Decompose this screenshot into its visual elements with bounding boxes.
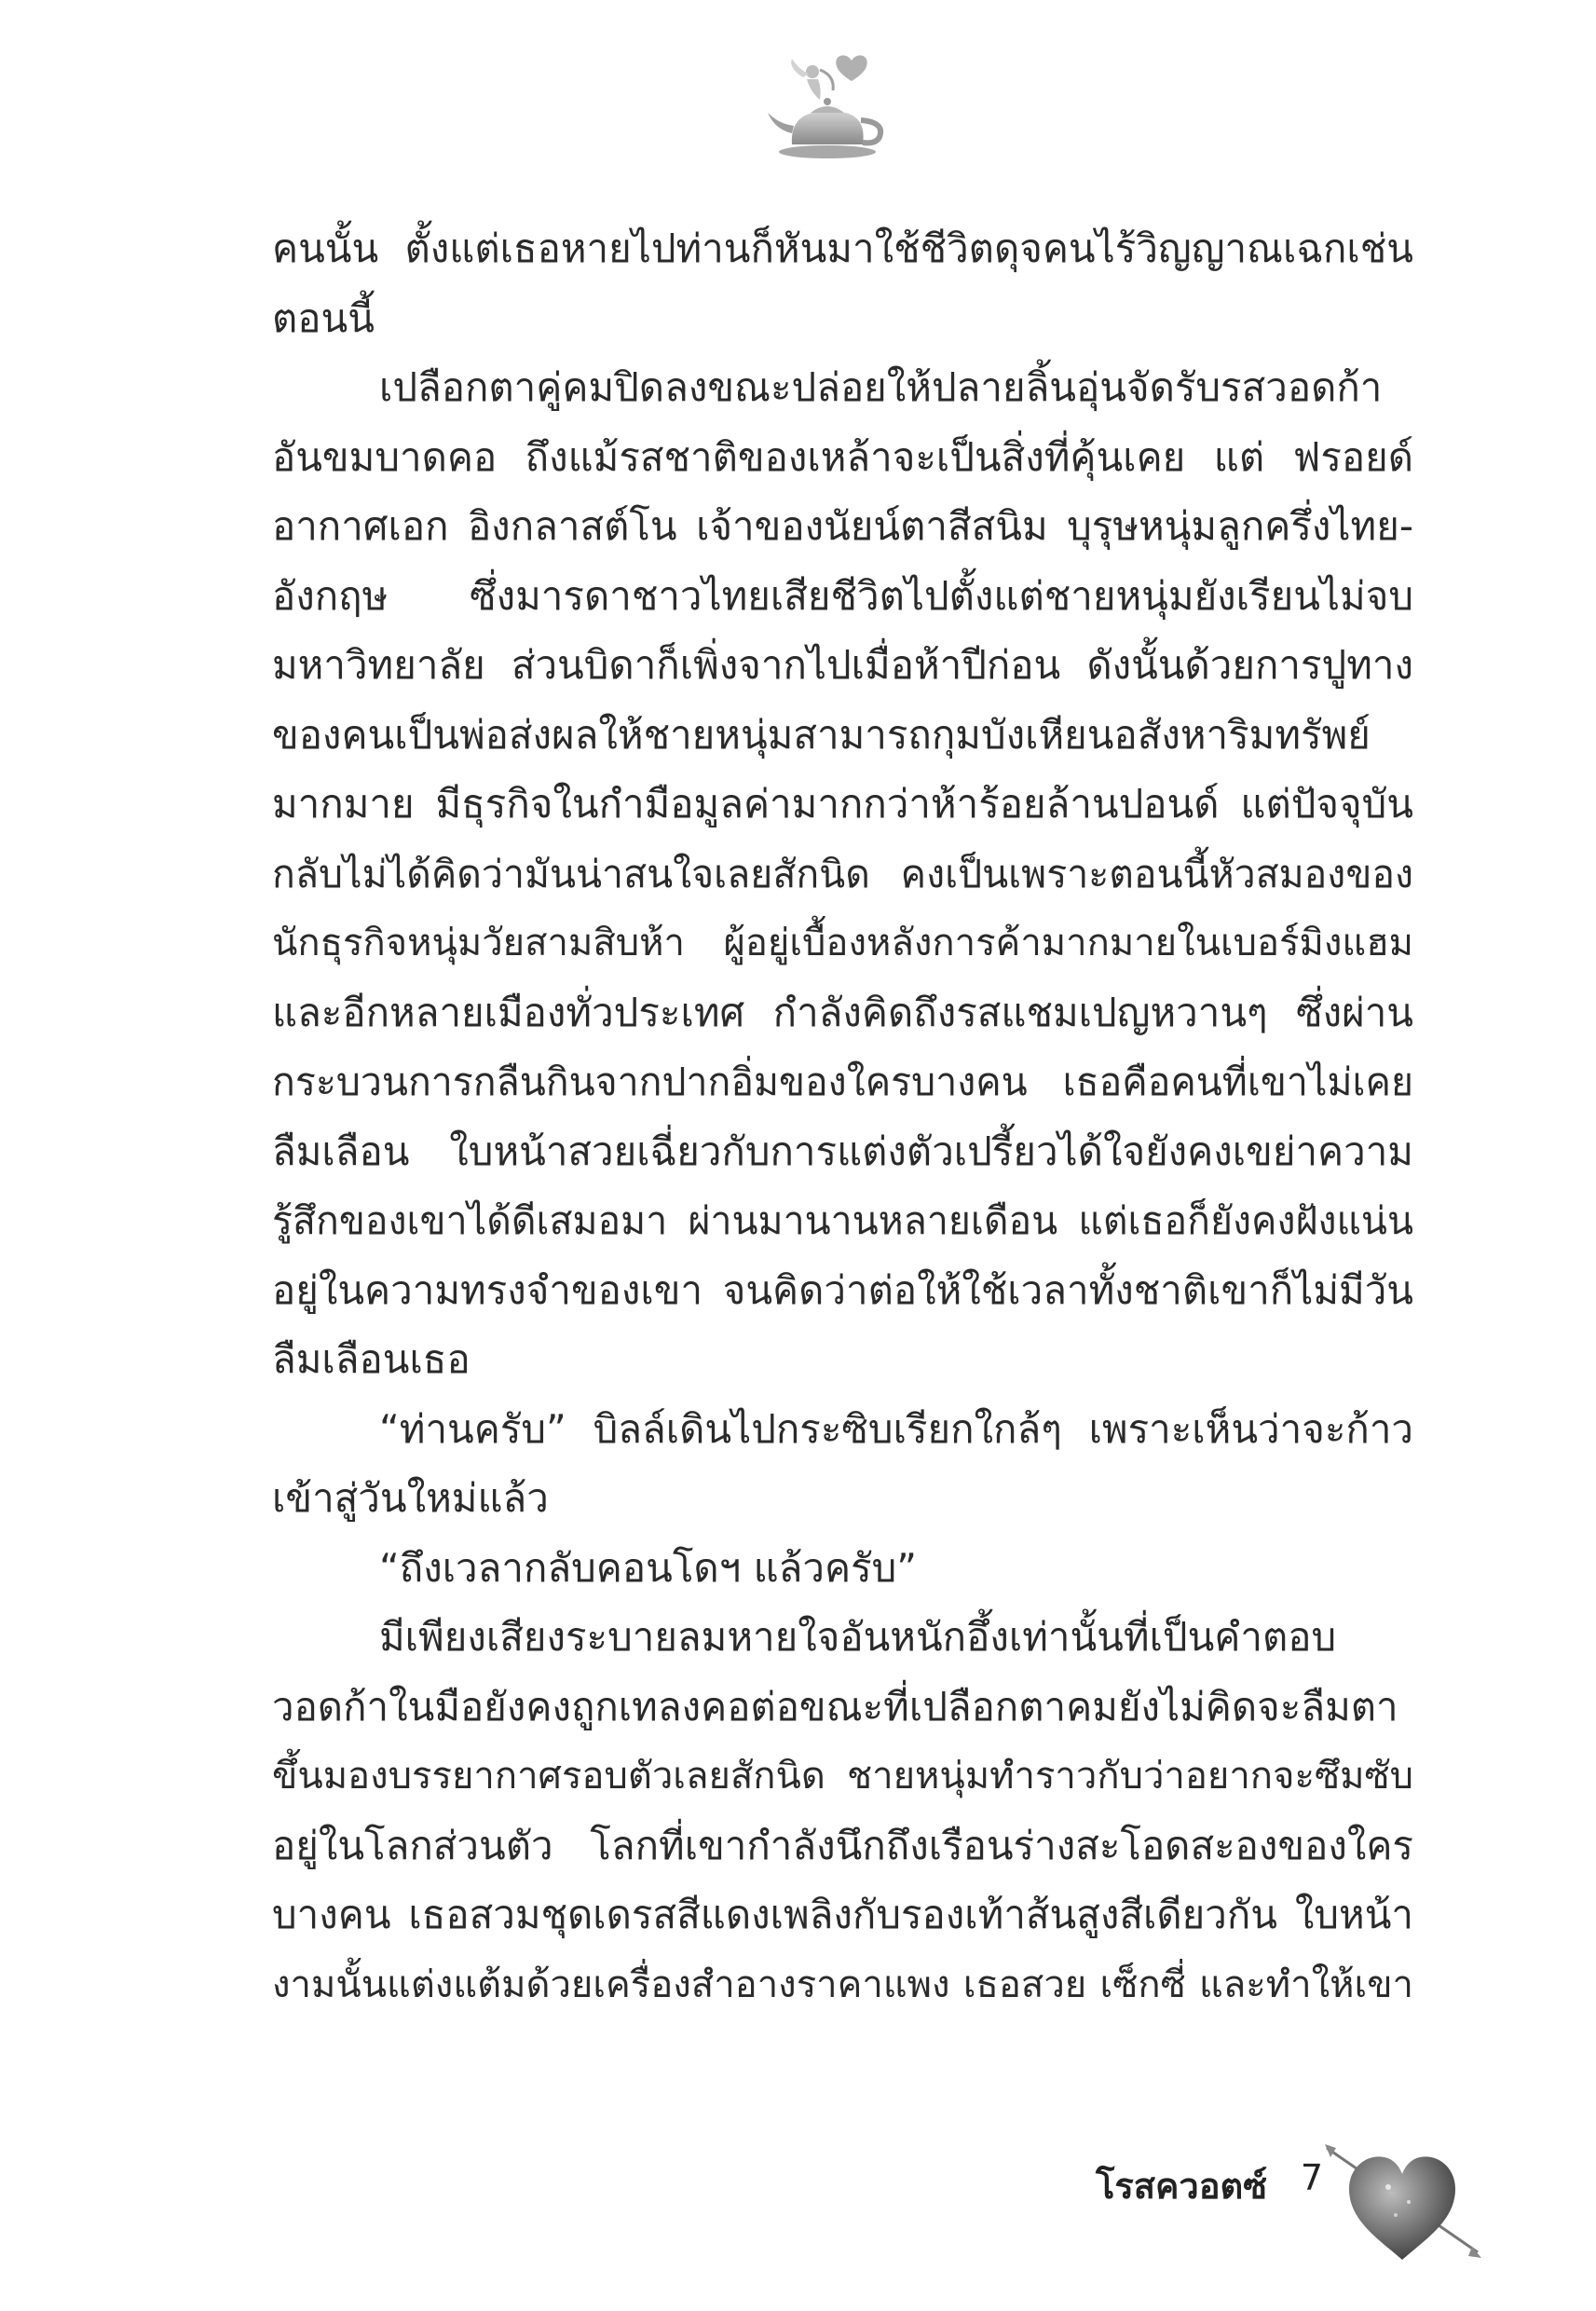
text-line: ตอนนี้ [272, 294, 375, 341]
text-line: ลืมเลือน ใบหน้าสวยเฉี่ยวกับการแต่งตัวเปรี้ยวได้ใจยังคงเขย่าความ [272, 1128, 1413, 1174]
text-line: มากมาย มีธุรกิจในกำมือมูลค่ามากกว่าห้าร้อยล้านปอนด์ แต่ปัจจุบัน [272, 781, 1413, 827]
text-line: งามนั้นแต่งแต้มด้วยเครื่องสำอางราคาแพง เธอสวย เซ็กซี่ และทำให้เขา [272, 1962, 1413, 2006]
text-line: ของคนเป็นพ่อส่งผลให้ชายหนุ่มสามารถกุมบังเหียนอสังหาริมทรัพย์ [272, 711, 1371, 758]
text-line: กระบวนการกลืนกินจากปากอิ่มของใครบางคน เธอคือคนที่เขาไม่เคย [272, 1060, 1413, 1104]
text-line: นักธุรกิจหนุ่มวัยสามสิบห้า ผู้อยู่เบื้องหลังการค้ามากมายในเบอร์มิงแฮม [272, 922, 1413, 964]
text-line: เข้าสู่วันใหม่แล้ว [272, 1475, 549, 1521]
text-line: อยู่ในความทรงจำของเขา จนคิดว่าต่อให้ใช้เวลาทั้งชาติเขาก็ไม่มีวัน [272, 1266, 1413, 1313]
text-line: อยู่ในโลกส่วนตัว โลกที่เขากำลังนึกถึงเรือนร่างสะโอดสะองของใคร [272, 1822, 1413, 1868]
text-line: กลับไม่ได้คิดว่ามันน่าสนใจเลยสักนิด คงเป็นเพราะตอนนี้หัวสมองของ [272, 851, 1413, 896]
text-line: อันขมบาดคอ ถึงแม้รสชาติของเหล้าจะเป็นสิ่งที่คุ้นเคย แต่ ฟรอยด์ [272, 433, 1413, 480]
page-number: 7 [1300, 2157, 1323, 2198]
text-line: ขึ้นมองบรรยากาศรอบตัวเลยสักนิด ชายหนุ่มทำราวกับว่าอยากจะซึมซับ [272, 1755, 1413, 1798]
running-title: โรสควอตซ์ [1095, 2166, 1267, 2207]
text-line: และอีกหลายเมืองทั่วประเทศ กำลังคิดถึงรสแชมเปญหวานๆ ซึ่งผ่าน [272, 989, 1413, 1035]
text-line: รู้สึกของเขาได้ดีเสมอมา ผ่านมานานหลายเดือน แต่เธอก็ยังคงฝังแน่น [272, 1198, 1413, 1243]
text-line: “ถึงเวลากลับคอนโดฯ แล้วครับ” [379, 1544, 918, 1591]
text-line: อังกฤษ ซึ่งมารดาชาวไทยเสียชีวิตไปตั้งแต่ชายหนุ่มยังเรียนไม่จบ [272, 572, 1413, 619]
text-line: มหาวิทยาลัย ส่วนบิดาก็เพิ่งจากไปเมื่อห้าปีก่อน ดังนั้นด้วยการปูทาง [272, 642, 1413, 688]
text-line: อากาศเอก อิงกลาสต์โน เจ้าของนัยน์ตาสีสนิม บุรุษหนุ่มลูกครึ่งไทย- [272, 503, 1413, 549]
body-text [272, 214, 1413, 2019]
text-line: “ท่านครับ” บิลล์เดินไปกระซิบเรียกใกล้ๆ เพราะเห็นว่าจะก้าว [379, 1405, 1413, 1452]
text-line: วอดก้าในมือยังคงถูกเทลงคอต่อขณะที่เปลือกตาคมยังไม่คิดจะลืมตา [272, 1683, 1398, 1730]
text-line: คนนั้น ตั้งแต่เธอหายไปท่านก็หันมาใช้ชีวิตดุจคนไร้วิญญาณเฉกเช่น [272, 226, 1413, 271]
text-line: บางคน เธอสวมชุดเดรสสีแดงเพลิงกับรองเท้าส้นสูงสีเดียวกัน ใบหน้า [272, 1892, 1413, 1937]
page-footer [1095, 2129, 1509, 2269]
text-line: เปลือกตาคู่คมปิดลงขณะปล่อยให้ปลายลิ้นอุ่นจัดรับรสวอดก้า [379, 364, 1383, 410]
text-line: ลืมเลือนเธอ [272, 1336, 471, 1382]
heart-arrow-icon [1323, 2129, 1481, 2269]
text-line: มีเพียงเสียงระบายลมหายใจอันหนักอึ้งเท่านั้นที่เป็นคำตอบ [379, 1614, 1337, 1660]
cupid-teapot-icon [755, 51, 904, 163]
